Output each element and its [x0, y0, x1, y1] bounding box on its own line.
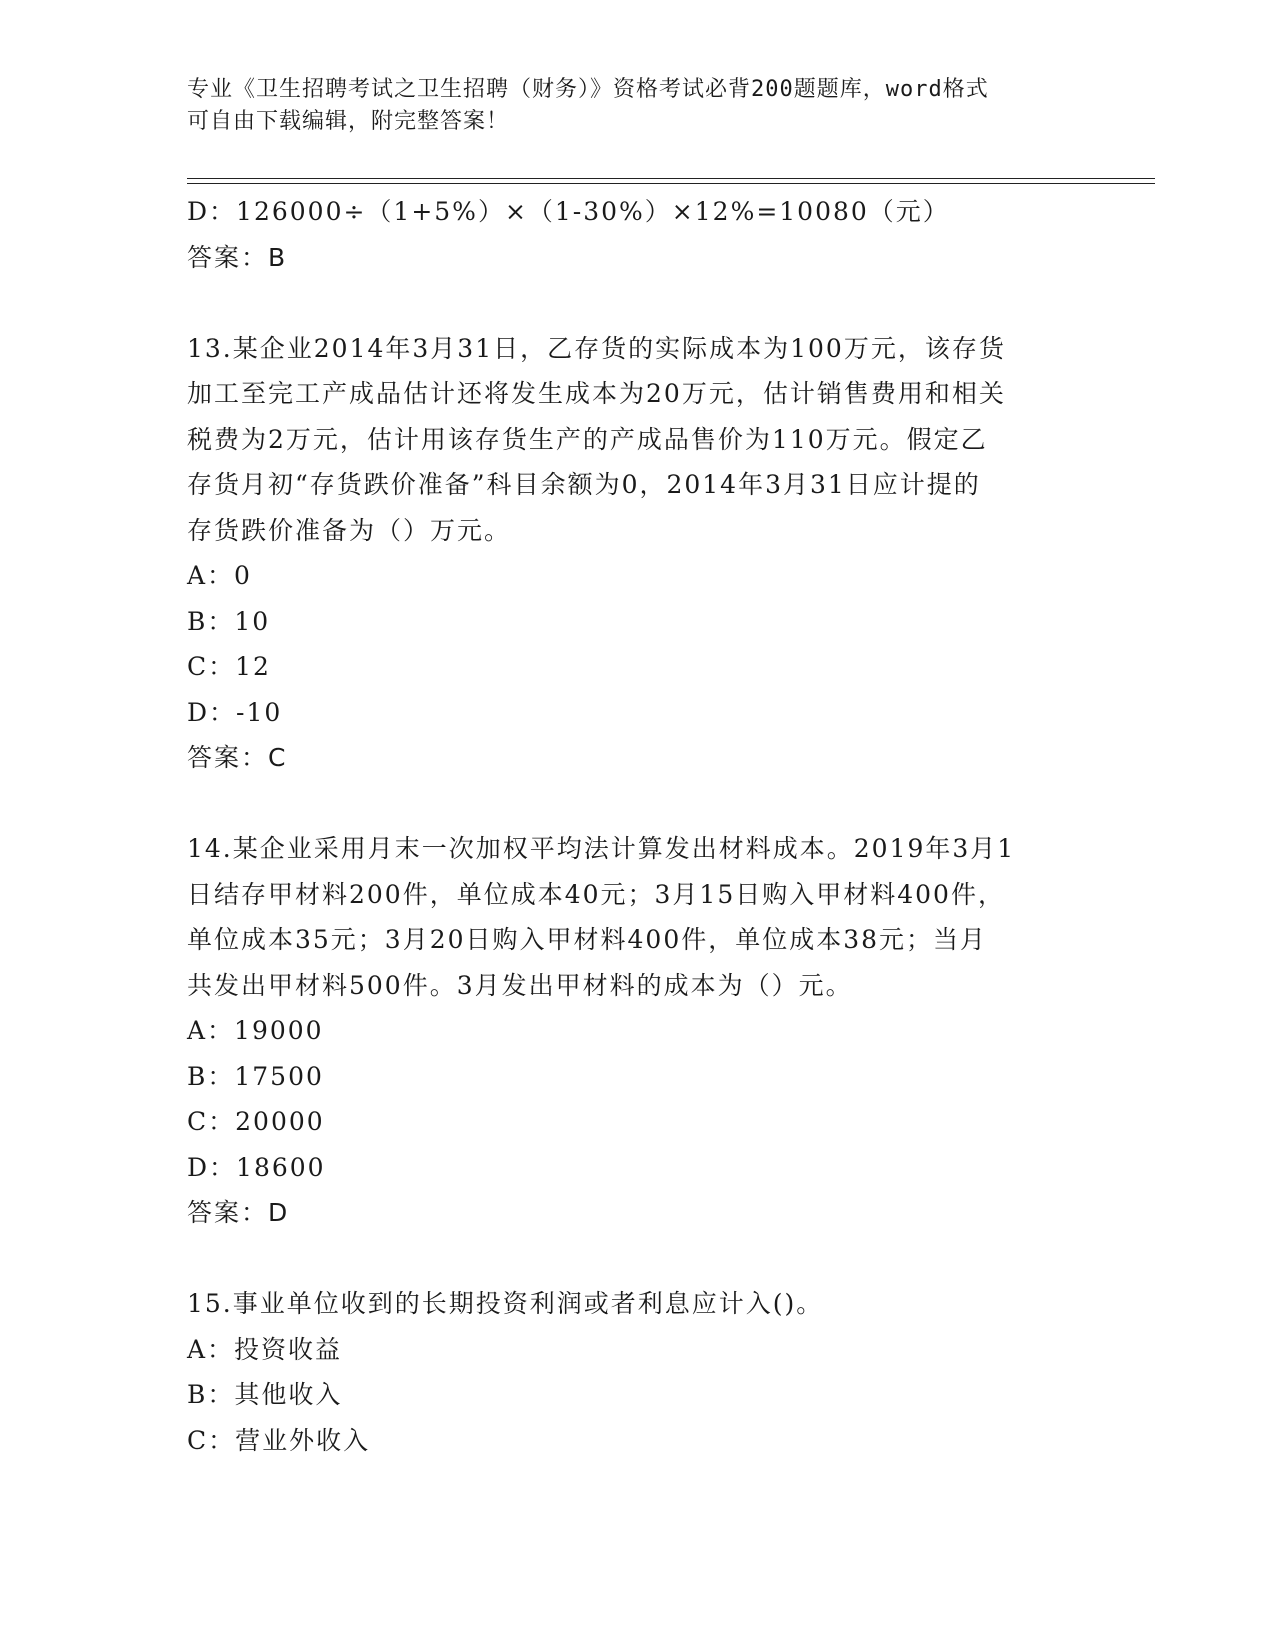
q13-option-c: C：12: [187, 652, 271, 681]
question-12-tail: [187, 189, 1067, 280]
header-divider-top: [187, 178, 1155, 179]
question-13: [187, 326, 1067, 781]
q15-option-a: A：投资收益: [187, 1334, 343, 1364]
q14-stem-line-1: 14.某企业采用月末一次加权平均法计算发出材料成本。2019年3月1: [187, 834, 1016, 863]
q14-stem-line-2: 日结存甲材料200件，单位成本40元；3月15日购入甲材料400件，: [187, 879, 1005, 909]
q14-stem-line-3: 单位成本35元；3月20日购入甲材料400件，单位成本38元；当月: [187, 925, 988, 954]
q14-option-a: A：19000: [187, 1016, 324, 1045]
spacer: [187, 781, 1067, 827]
q15-option-c: C：营业外收入: [187, 1425, 371, 1455]
header-divider-bottom: [187, 183, 1155, 184]
q13-stem-line-4: 存货月初“存货跌价准备”科目余额为0，2014年3月31日应计提的: [187, 470, 981, 499]
q13-stem-line-5: 存货跌价准备为（）万元。: [187, 515, 512, 545]
q14-option-c: C：20000: [187, 1107, 325, 1136]
q15-stem-line-1: 15.事业单位收到的长期投资利润或者利息应计入()。: [187, 1289, 824, 1318]
q13-stem-line-1: 13.某企业2014年3月31日，乙存货的实际成本为100万元，该存货: [187, 333, 1006, 363]
spacer: [187, 1236, 1067, 1282]
q13-option-d: D：-10: [187, 697, 283, 727]
header-title-line-2: 可自由下载编辑，附完整答案！: [187, 109, 510, 134]
q14-option-b: B：17500: [187, 1061, 324, 1091]
question-15: [187, 1281, 1067, 1463]
document-header: [187, 74, 1067, 138]
q12-option-d: D：126000÷（1+5%）×（1-30%）×12%=10080（元）: [187, 197, 950, 226]
question-14: [187, 826, 1067, 1236]
q12-answer: 答案：B: [187, 242, 288, 272]
header-title-line-1: 专业《卫生招聘考试之卫生招聘（财务）》资格考试必背200题题库，word格式: [187, 77, 989, 102]
q15-option-b: B：其他收入: [187, 1380, 343, 1409]
q14-option-d: D：18600: [187, 1152, 326, 1182]
document-body: [187, 189, 1067, 1463]
q13-answer: 答案：C: [187, 743, 288, 772]
q14-answer: 答案：D: [187, 1198, 290, 1227]
spacer: [187, 280, 1067, 326]
q14-stem-line-4: 共发出甲材料500件。3月发出甲材料的成本为（）元。: [187, 970, 853, 1000]
q13-stem-line-3: 税费为2万元，估计用该存货生产的产成品售价为110万元。假定乙: [187, 424, 988, 454]
q13-option-b: B：10: [187, 606, 271, 636]
q13-option-a: A：0: [187, 561, 252, 590]
q13-stem-line-2: 加工至完工产成品估计还将发生成本为20万元，估计销售费用和相关: [187, 379, 1006, 408]
